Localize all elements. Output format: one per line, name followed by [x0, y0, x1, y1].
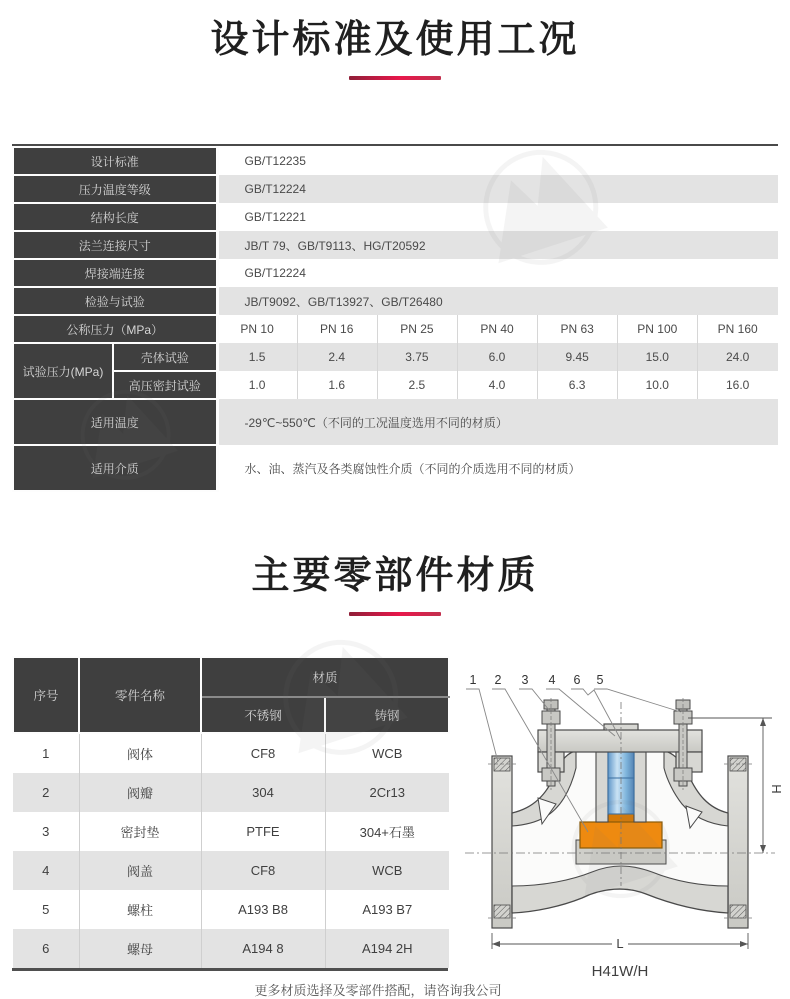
materials-row-part: 阀瓣 [79, 773, 201, 812]
materials-section [12, 656, 790, 999]
spec-row-value: GB/T12224 [217, 175, 778, 203]
materials-row-part: 密封垫 [79, 812, 201, 851]
materials-row-part: 螺柱 [79, 890, 201, 929]
valve-model-label: H41W/H [591, 963, 649, 980]
valve-diagram [450, 656, 790, 996]
spec-row-value: GB/T12235 [217, 147, 778, 175]
materials-row-stainless: 304 [201, 773, 325, 812]
pn-column-header: PN 16 [297, 315, 377, 343]
spec-row-value: GB/T12221 [217, 203, 778, 231]
part-numbers [470, 673, 604, 687]
test-pressure-group-label: 试验压力(MPa) [13, 343, 113, 399]
spec-row-label: 压力温度等级 [13, 175, 217, 203]
spec-row-value: JB/T9092、GB/T13927、GB/T26480 [217, 287, 778, 315]
materials-row-no: 1 [42, 746, 50, 761]
seal-test-value: 4.0 [457, 371, 537, 399]
spec-row-label: 适用介质 [13, 445, 217, 491]
shell-test-value: 6.0 [457, 343, 537, 371]
title-underline [349, 76, 441, 80]
materials-row-cast: A194 2H [325, 929, 449, 968]
part-number: 6 [573, 673, 581, 687]
materials-header-no: 序号 [13, 657, 79, 733]
part-number: 3 [521, 673, 529, 687]
materials-header-part: 零件名称 [79, 657, 201, 733]
materials-header-stainless: 不锈钢 [201, 697, 325, 733]
materials-footnote: 更多材质选择及零部件搭配，请咨询我公司 [254, 983, 502, 998]
pn-column-header: PN 63 [538, 315, 618, 343]
pn-column-header: PN 100 [618, 315, 698, 343]
spec-row-label: 结构长度 [13, 203, 217, 231]
seal-test-label: 高压密封试验 [113, 371, 217, 399]
pn-column-header: PN 10 [217, 315, 297, 343]
guide-wall-right [634, 752, 646, 822]
part-number: 5 [596, 673, 604, 687]
shell-test-value: 9.45 [538, 343, 618, 371]
materials-row-cast: WCB [325, 733, 449, 773]
dim-height-label: H [769, 784, 784, 794]
section1-title: 设计标准及使用工况 [210, 19, 580, 61]
flange-left [492, 756, 512, 928]
materials-table [12, 656, 450, 968]
materials-row-no: 4 [42, 863, 50, 878]
materials-row-no: 2 [42, 785, 50, 800]
shell-test-label: 壳体试验 [113, 343, 217, 371]
shell-test-value: 24.0 [698, 343, 778, 371]
pn-column-header: PN 25 [377, 315, 457, 343]
materials-row-stainless: A194 8 [201, 929, 325, 968]
shell-test-value: 15.0 [618, 343, 698, 371]
part-number: 4 [548, 673, 556, 687]
spec-row-value: -29℃~550℃（不同的工况温度选用不同的材质） [217, 399, 778, 445]
pn-column-header: PN 40 [457, 315, 537, 343]
spec-row-label: 焊接端连接 [13, 259, 217, 287]
pn-column-header: PN 160 [698, 315, 778, 343]
materials-row-cast: A193 B7 [325, 890, 449, 929]
materials-column [12, 656, 502, 999]
dim-length-label: L [616, 936, 624, 951]
seal-test-value: 1.6 [297, 371, 377, 399]
seal-test-value: 1.0 [217, 371, 297, 399]
flange-right [728, 756, 748, 928]
materials-row-no: 6 [42, 941, 50, 956]
materials-row-stainless: CF8 [201, 733, 325, 773]
nominal-pressure-label: 公称压力（MPa） [13, 315, 217, 343]
materials-row-stainless: A193 B8 [201, 890, 325, 929]
materials-row-part: 阀盖 [79, 851, 201, 890]
seal-test-value: 10.0 [618, 371, 698, 399]
shell-test-value: 3.75 [377, 343, 457, 371]
materials-header-cast: 铸钢 [325, 697, 449, 733]
spec-row-label: 适用温度 [13, 399, 217, 445]
materials-row-cast: 304+石墨 [325, 812, 449, 851]
spec-row-label: 设计标准 [13, 147, 217, 175]
part-number: 2 [494, 673, 502, 687]
seal-test-value: 6.3 [538, 371, 618, 399]
spec-table [12, 146, 778, 492]
materials-row-part: 阀体 [79, 733, 201, 773]
materials-row-cast: WCB [325, 851, 449, 890]
materials-row-cast: 2Cr13 [325, 773, 449, 812]
materials-row-part: 螺母 [79, 929, 201, 968]
section2-title: 主要零部件材质 [251, 555, 539, 597]
materials-row-no: 5 [42, 902, 50, 917]
spec-row-label: 检验与试验 [13, 287, 217, 315]
valve-cross-section [450, 656, 790, 991]
materials-row-stainless: CF8 [201, 851, 325, 890]
spec-row-value: GB/T12224 [217, 259, 778, 287]
spec-row-value: 水、油、蒸汽及各类腐蚀性介质（不同的介质选用不同的材质） [217, 445, 778, 491]
materials-row-no: 3 [42, 824, 50, 839]
seal-test-value: 2.5 [377, 371, 457, 399]
spec-table-container [12, 144, 778, 492]
seal-test-value: 16.0 [698, 371, 778, 399]
shell-test-value: 1.5 [217, 343, 297, 371]
shell-test-value: 2.4 [297, 343, 377, 371]
title-underline [349, 612, 441, 616]
spec-row-value: JB/T 79、GB/T9113、HG/T20592 [217, 231, 778, 259]
guide-wall-left [596, 752, 608, 822]
materials-row-stainless: PTFE [201, 812, 325, 851]
part-number: 1 [469, 673, 477, 687]
spec-row-label: 法兰连接尺寸 [13, 231, 217, 259]
materials-header-material: 材质 [201, 657, 449, 697]
